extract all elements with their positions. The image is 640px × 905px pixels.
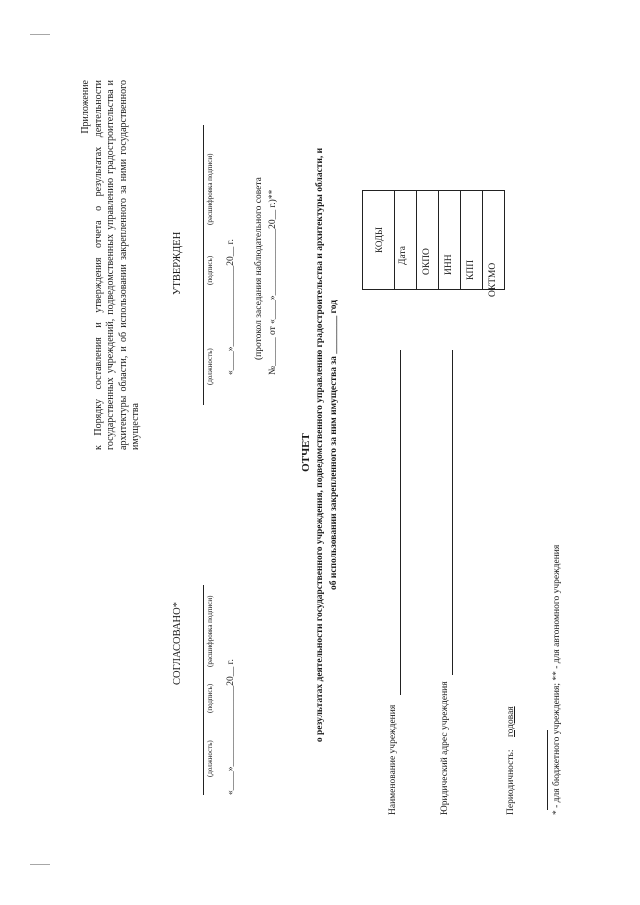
code-label-okpo: ОКПО xyxy=(422,248,432,275)
agreed-title: СОГЛАСОВАНО* xyxy=(172,602,183,685)
appendix-block xyxy=(80,80,143,450)
codes-table xyxy=(362,190,505,290)
scan-mark-top xyxy=(30,34,50,35)
approved-date: «____»_________________20__ г. xyxy=(226,239,236,375)
agreed-date: «____»_________________20__ г. xyxy=(226,659,236,795)
footnote: * - для бюджетного учреждения; ** - для автономного учреждения xyxy=(552,544,562,815)
legal-address-label: Юридический адрес учреждения xyxy=(440,681,450,815)
appendix-text: к Порядку составления и утверждения отчета о результатах деятельности государственных учреждений, подведомственных управлению градостроительства и архитектуры области, и об использовании закрепленного за ними государственного имущества xyxy=(92,80,141,450)
legal-address-field[interactable] xyxy=(452,350,453,675)
footnote-divider xyxy=(547,730,548,810)
institution-name-field[interactable] xyxy=(400,350,401,695)
approved-position-label: (должность) xyxy=(206,348,214,385)
appendix-heading: Приложение xyxy=(80,80,91,134)
code-label-inn: ИНН xyxy=(444,254,454,275)
approved-decoding-label: (расшифровка подписи) xyxy=(206,153,214,225)
institution-name-label: Наименование учреждения xyxy=(388,704,398,815)
codes-header: КОДЫ xyxy=(363,191,395,290)
code-cell-date[interactable] xyxy=(395,191,417,290)
agreed-decoding-label: (расшифровка подписи) xyxy=(206,595,214,667)
periodicity-label: Периодичность: xyxy=(506,749,516,815)
agreed-position-label: (должность) xyxy=(206,740,214,777)
approved-signature-label: (подпись) xyxy=(206,255,214,285)
agreed-signature-line xyxy=(203,585,204,795)
code-label-kpp: КПП xyxy=(466,259,476,280)
agreed-signature-label: (подпись) xyxy=(206,683,214,713)
scan-mark-bottom xyxy=(30,864,50,865)
report-subtitle: о результатах деятельности государственного учреждения, подведомственного управлению градостроительства и архитектуры области, и об использовании закрепленного за ним имущества за ________ год xyxy=(315,147,339,743)
report-title: ОТЧЕТ xyxy=(300,433,312,472)
code-label-oktmo: ОКТМО xyxy=(488,262,498,297)
code-label-date: Дата xyxy=(398,246,408,265)
protocol-line-1: (протокол заседания наблюдательного совета xyxy=(254,177,264,360)
approved-title: УТВЕРЖДЕН xyxy=(172,231,183,295)
approved-signature-line xyxy=(203,125,204,405)
protocol-line-2: №______ от «____»______________20__ г.)** xyxy=(268,189,278,375)
periodicity-value: годовая xyxy=(506,706,516,737)
